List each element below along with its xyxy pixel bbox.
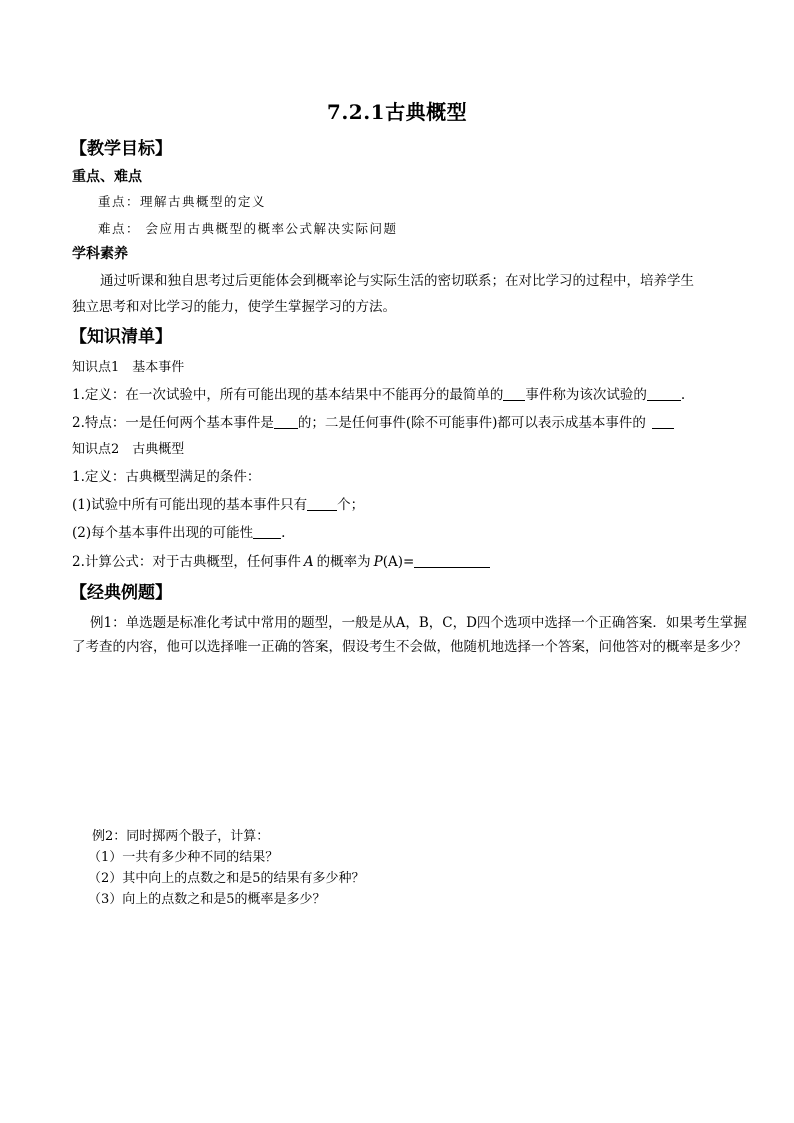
answer-blank[interactable] bbox=[652, 415, 674, 430]
kp1-def-part-b: 事件称为该次试验的 bbox=[525, 387, 647, 403]
kp1-def-part-a: 1.定义：在一次试验中，所有可能出现的基本结果中不能再分的最简单的 bbox=[72, 387, 504, 403]
example-2-line-1: 例2：同时掷两个骰子，计算： bbox=[92, 829, 270, 844]
kp2-heading: 知识点2 古典概型 bbox=[72, 442, 185, 457]
answer-blank[interactable] bbox=[253, 525, 281, 540]
literacy-line-1: 通过听课和独自思考过后更能体会到概率论与实际生活的密切联系；在对比学习的过程中，培养学生 bbox=[100, 273, 694, 289]
kp2-definition: 1.定义：古典概型满足的条件： bbox=[72, 469, 261, 485]
literacy-heading: 学科素养 bbox=[72, 246, 128, 262]
kp2-cond2-part-a: (2)每个基本事件出现的可能性 bbox=[72, 525, 254, 541]
answer-blank[interactable] bbox=[503, 387, 525, 402]
difficult-point-text: 难点： 会应用古典概型的概率公式解决实际问题 bbox=[98, 221, 398, 236]
literacy-line-2: 独立思考和对比学习的能力，使学生掌握学习的方法。 bbox=[72, 299, 396, 315]
page-title: 7.2.1古典概型 bbox=[326, 100, 468, 124]
kp1-feat-part-b: 的；二是任何事件(除不可能事件)都可以表示成基本事件的 bbox=[297, 415, 646, 431]
kp2-cond1-part-b: 个； bbox=[337, 497, 365, 513]
answer-blank[interactable] bbox=[274, 415, 298, 430]
section-heading-goals: 【教学目标】 bbox=[70, 139, 172, 159]
kp1-heading: 知识点1 基本事件 bbox=[72, 360, 185, 375]
key-difficult-heading: 重点、难点 bbox=[72, 169, 142, 185]
kp2-formula bbox=[72, 550, 490, 570]
kp1-feat-part-a: 2.特点：一是任何两个基本事件是 bbox=[72, 415, 274, 431]
kp1-def-end: . bbox=[680, 387, 686, 403]
probability-symbol: P bbox=[373, 554, 383, 570]
kp2-condition-2 bbox=[72, 521, 285, 541]
kp1-features bbox=[72, 411, 674, 431]
key-point-text: 重点：理解古典概型的定义 bbox=[98, 194, 267, 209]
example-1-line-1: 例1：单选题是标准化考试中常用的题型，一般是从A，B，C，D四个选项中选择一个正确答案．如果考生掌握 bbox=[90, 615, 747, 631]
answer-blank[interactable] bbox=[647, 387, 681, 402]
answer-blank[interactable] bbox=[414, 554, 490, 569]
event-variable: A bbox=[303, 554, 314, 570]
kp2-formula-part-b: 的概率为 bbox=[316, 554, 371, 570]
kp2-cond1-part-a: (1)试验中所有可能出现的基本事件只有 bbox=[72, 497, 308, 513]
section-heading-examples: 【经典例题】 bbox=[70, 583, 172, 603]
section-heading-knowledge: 【知识清单】 bbox=[70, 327, 172, 347]
kp2-formula-part-a: 2.计算公式：对于古典概型，任何事件 bbox=[72, 554, 301, 570]
kp1-definition bbox=[72, 383, 685, 403]
probability-argument: (A)= bbox=[382, 554, 415, 570]
answer-blank[interactable] bbox=[307, 497, 337, 512]
kp2-cond2-end: . bbox=[281, 525, 286, 541]
example-2-question-3: （3）向上的点数之和是5的概率是多少？ bbox=[88, 892, 326, 907]
kp2-condition-1 bbox=[72, 493, 364, 513]
example-2-question-2: （2）其中向上的点数之和是5的结果有多少种？ bbox=[88, 871, 365, 886]
example-2-question-1: （1）一共有多少种不同的结果？ bbox=[88, 850, 279, 865]
example-1-line-2: 了考查的内容，他可以选择唯一正确的答案，假设考生不会做，他随机地选择一个答案，问他答对的概率是多少？ bbox=[72, 639, 747, 655]
